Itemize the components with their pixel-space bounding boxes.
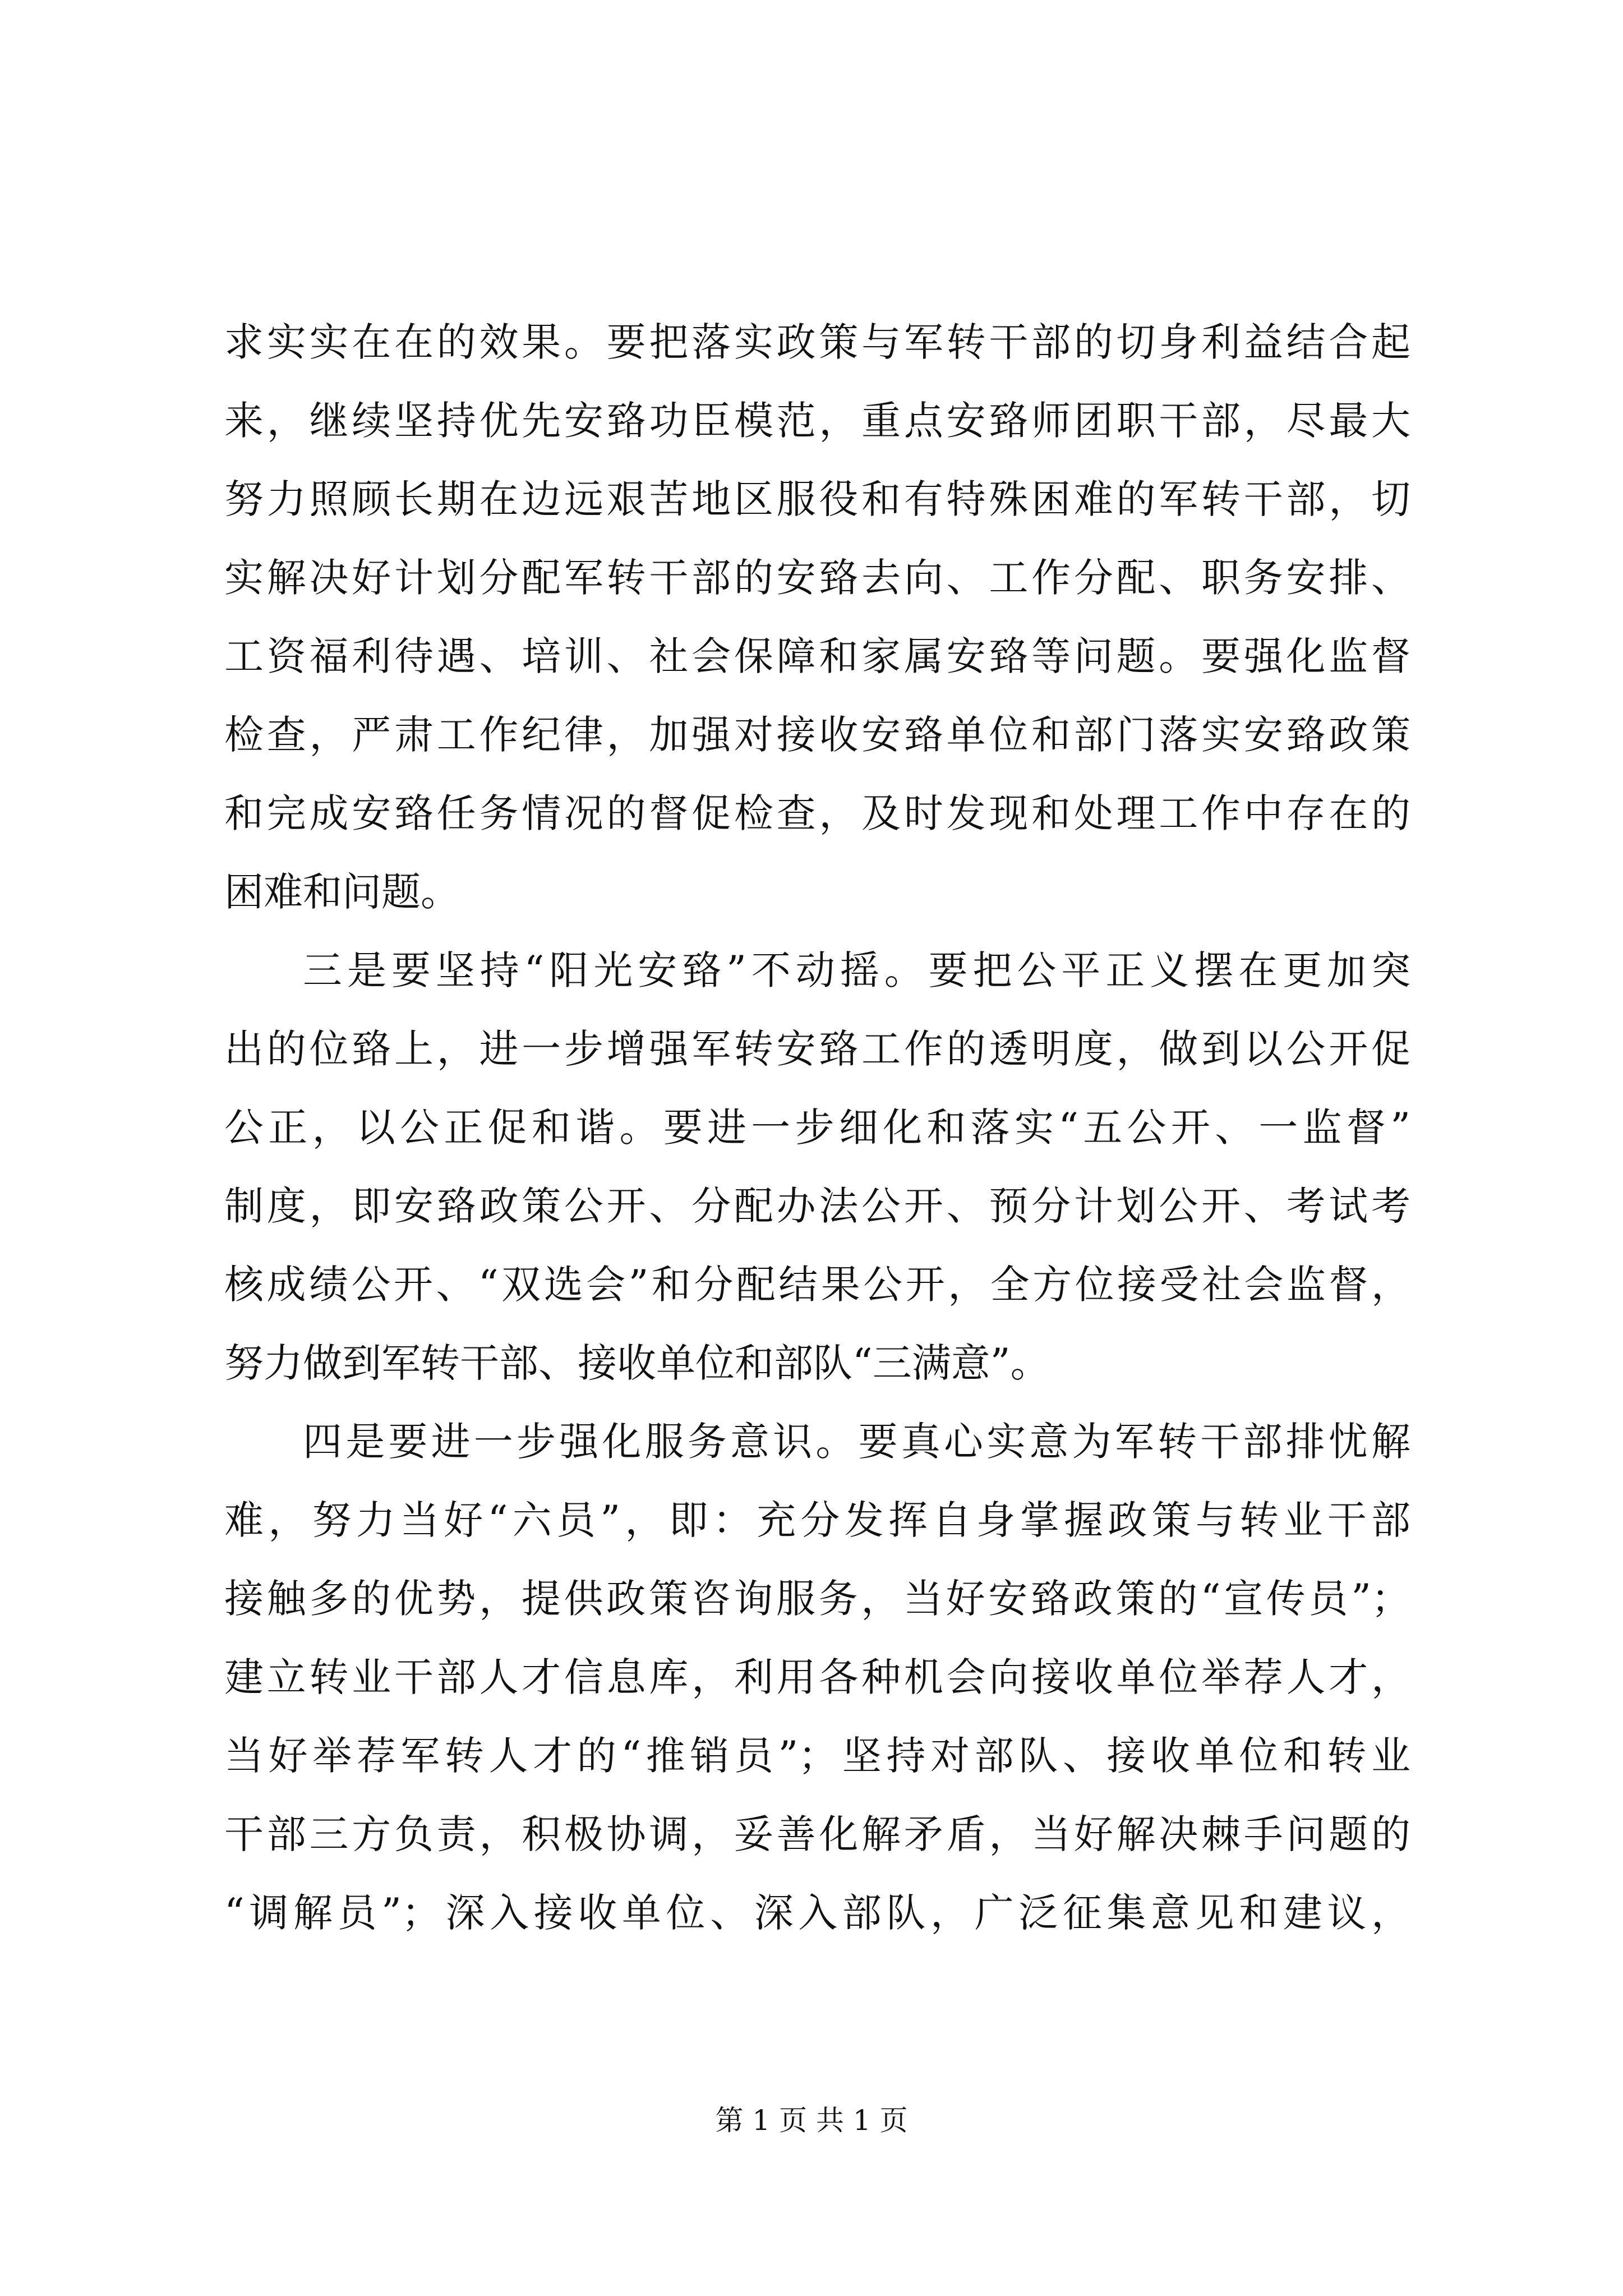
text-line: 来，继续坚持优先安臵功臣模范，重点安臵师团职干部，尽最大 bbox=[224, 398, 1410, 444]
paragraph-first-line: 三是要坚持“阳光安臵”不动摇。要把公平正义摆在更加突 bbox=[303, 947, 1410, 993]
page-number-footer: 第 1 页 共 1 页 bbox=[715, 2104, 908, 2137]
text-line: 核成绩公开、“双选会”和分配结果公开，全方位接受社会监督， bbox=[224, 1262, 1410, 1308]
text-line: 和完成安臵任务情况的督促检查，及时发现和处理工作中存在的 bbox=[224, 790, 1410, 836]
text-line: 努力做到军转干部、接收单位和部队“三满意”。 bbox=[224, 1340, 1050, 1386]
text-line: 检查，严肃工作纪律，加强对接收安臵单位和部门落实安臵政策 bbox=[224, 712, 1410, 758]
text-line: 干部三方负责，积极协调，妥善化解矛盾，当好解决棘手问题的 bbox=[224, 1811, 1410, 1857]
text-line: 实解决好计划分配军转干部的安臵去向、工作分配、职务安排、 bbox=[224, 555, 1410, 601]
paragraph-first-line: 四是要进一步强化服务意识。要真心实意为军转干部排忧解 bbox=[303, 1419, 1410, 1465]
text-line: 当好举荐军转人才的“推销员”；坚持对部队、接收单位和转业 bbox=[224, 1733, 1410, 1779]
text-line: 接触多的优势，提供政策咨询服务，当好安臵政策的“宣传员”； bbox=[224, 1576, 1410, 1622]
text-line: “调解员”；深入接收单位、深入部队，广泛征集意见和建议， bbox=[224, 1890, 1410, 1936]
text-line: 建立转业干部人才信息库，利用各种机会向接收单位举荐人才， bbox=[224, 1654, 1410, 1700]
text-line: 努力照顾长期在边远艰苦地区服役和有特殊困难的军转干部，切 bbox=[224, 476, 1410, 522]
text-line: 工资福利待遇、培训、社会保障和家属安臵等问题。要强化监督 bbox=[224, 633, 1410, 679]
text-line: 公正，以公正促和谐。要进一步细化和落实“五公开、一监督” bbox=[224, 1105, 1410, 1151]
text-line: 困难和问题。 bbox=[224, 869, 460, 915]
text-line: 制度，即安臵政策公开、分配办法公开、预分计划公开、考试考 bbox=[224, 1183, 1410, 1229]
text-line: 难，努力当好“六员”，即：充分发挥自身掌握政策与转业干部 bbox=[224, 1497, 1410, 1543]
text-line: 出的位臵上，进一步增强军转安臵工作的透明度，做到以公开促 bbox=[224, 1026, 1410, 1072]
text-line: 求实实在在的效果。要把落实政策与军转干部的切身利益结合起 bbox=[224, 319, 1410, 365]
